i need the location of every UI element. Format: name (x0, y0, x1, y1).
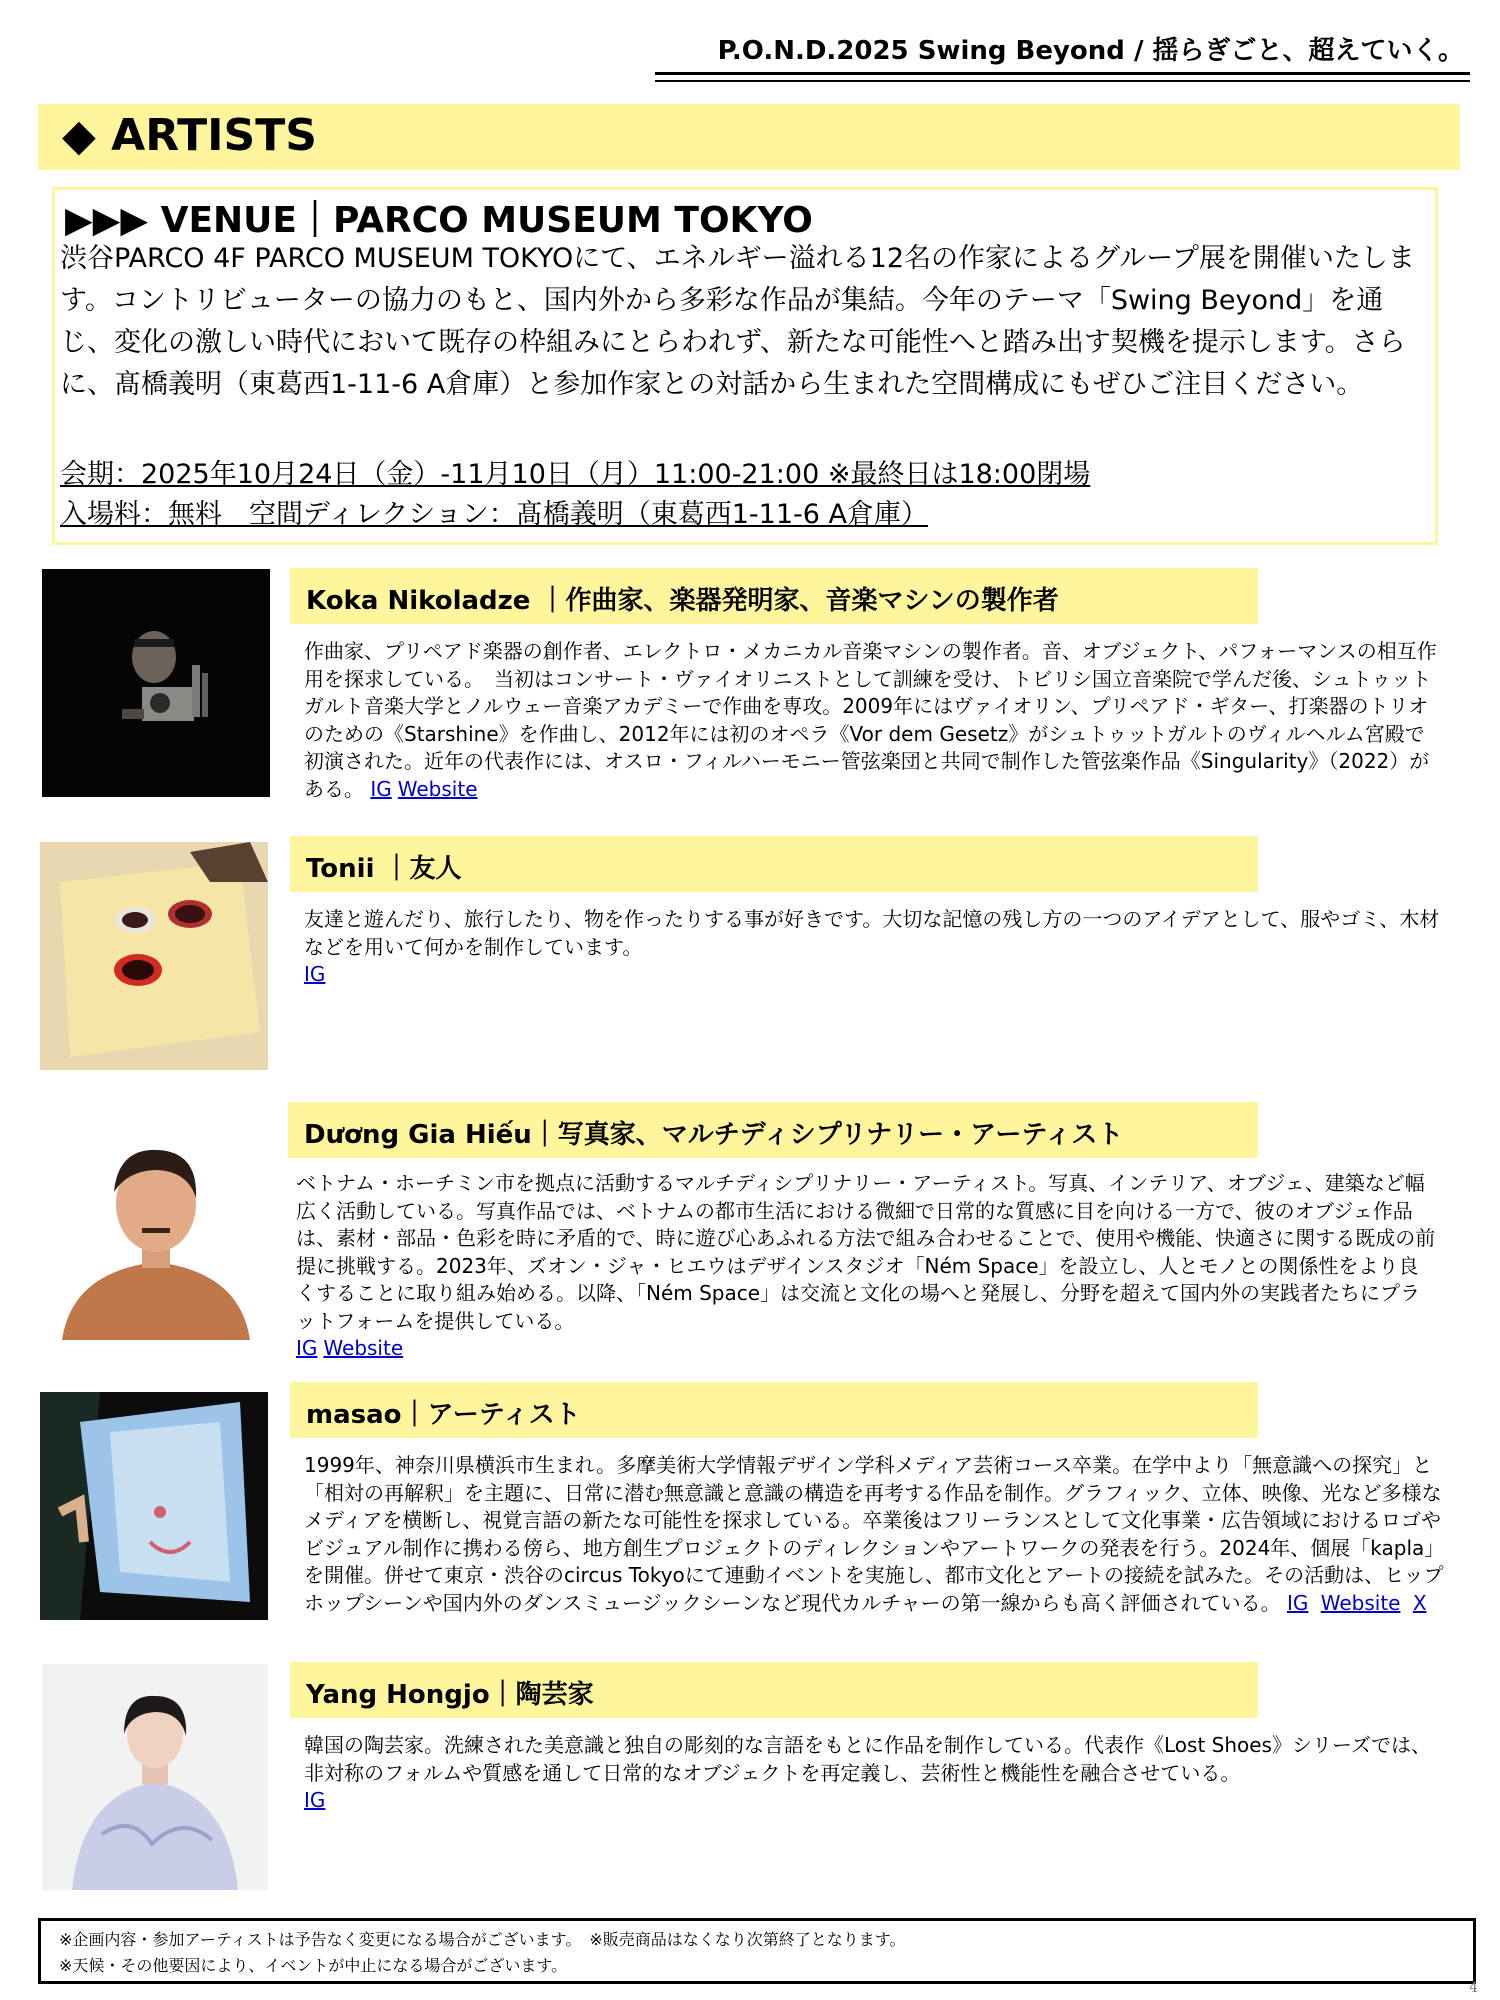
artist-photo-masao (40, 1392, 268, 1620)
artist-name: Koka Nikoladze ｜作曲家、楽器発明家、音楽マシンの製作者 (306, 586, 1059, 616)
artist-bio (296, 1170, 1436, 1363)
artist-bio-text: ベトナム・ホーチミン市を拠点に活動するマルチディシプリナリー・アーティスト。写真、インテリア、オブジェ、建築など幅広く活動している。写真作品では、ベトナムの都市生活における微細で日常的な質感に目を向ける一方で、彼のオブジェ作品は、素材・部品・色彩を時に矛盾的で、時に遊び心あふれる方法で組み合わせることで、使用や機能、快適さに関する既成の前提に挑戦する。2023年、ズオン・ジャ・ヒエウはデザインスタジオ「Ném Space」を設立し、人とモノとの関係性をより良くすることに取り組み始める。以降、「Ném Space」は交流と文化の場へと発展し、分野を超えて国内外の実践者たちにプラットフォームを提供している。 (296, 1171, 1436, 1333)
venue-description: 渋谷PARCO 4F PARCO MUSEUM TOKYOにて、エネルギー溢れる12名の作家によるグループ展を開催いたします。コントリビューターの協力のもと、国内外から多彩な作品が集結。今年のテーマ「Swing Beyond」を通じ、変化の激しい時代において既存の枠組みにとらわれず、新たな可能性へと踏み出す契機を提示します。さらに、髙橋義明（東葛西1-11-6 A倉庫）と参加作家との対話から生まれた空間構成にもぜひご注目ください。 (60, 243, 1415, 400)
artist-name-bar (290, 1662, 1258, 1718)
artist-name: Yang Hongjo｜陶芸家 (306, 1680, 594, 1710)
page-number: 4 (1469, 1980, 1478, 1996)
header-rule (655, 72, 1470, 75)
artist-bio (304, 1732, 1444, 1815)
artist-name-bar (288, 1102, 1258, 1158)
website-link[interactable]: Website (323, 1336, 404, 1360)
artist-photo-koka (42, 569, 270, 797)
footer-notes-box (38, 1918, 1476, 1984)
artist-bio (304, 638, 1444, 803)
artist-photo-duong (42, 1112, 270, 1340)
artist-bio-text: 韓国の陶芸家。洗練された美意識と独自の彫刻的な言語をもとに作品を制作している。代表作《Lost Shoes》シリーズでは、非対称のフォルムや質感を通して日常的なオブジェクトを再定義し、芸術性と機能性を融合させている。 (304, 1733, 1431, 1785)
instagram-link[interactable]: IG (370, 776, 392, 801)
header-rule (655, 80, 1470, 82)
artist-photo-tonii (40, 842, 268, 1070)
venue-box (52, 187, 1438, 545)
instagram-link[interactable]: IG (296, 1336, 318, 1360)
artist-name-bar (290, 836, 1258, 892)
venue-admission: 入場料：無料 空間ディレクション：髙橋義明（東葛西1-11-6 A倉庫） (60, 499, 929, 530)
footer-note: ※企画内容・参加アーティストは予告なく変更になる場合がございます。 ※販売商品はなくなり次第終了となります。 (59, 1930, 906, 1949)
section-heading-bar (38, 104, 1460, 170)
venue-period: 会期：2025年10月24日（金）-11月10日（月）11:00-21:00 ※最終日は18:00閉場 (60, 459, 1091, 490)
artist-name-bar (290, 1382, 1258, 1438)
artist-name: masao｜アーティスト (306, 1400, 581, 1430)
artist-bio-text: 友達と遊んだり、旅行したり、物を作ったりする事が好きです。大切な記憶の残し方の一つのアイデアとして、服やゴミ、木材などを用いて何かを制作しています。 (304, 907, 1440, 959)
instagram-link[interactable]: IG (1286, 1590, 1309, 1615)
instagram-link[interactable]: IG (304, 962, 326, 986)
artist-name: Dương Gia Hiếu｜写真家、マルチディシプリナリー・アーティスト (304, 1120, 1124, 1150)
artist-photo-yang (42, 1664, 268, 1890)
section-title: ◆ ARTISTS (62, 110, 317, 161)
artist-bio (304, 906, 1444, 989)
artist-bio-text: 1999年、神奈川県横浜市生まれ。多摩美術大学情報デザイン学科メディア芸術コース卒業。在学中より「無意識への探究」と「相対の再解釈」を主題に、日常に潜む無意識と意識の構造を再考する作品を制作。グラフィック、立体、映像、光など多様なメディアを横断し、視覚言語の新たな可能性を探求している。卒業後はフリーランスとして文化事業・広告領域におけるロゴやビジュアル制作に携わる傍ら、地方創生プロジェクトのディレクションやアートワークの発表を行う。2024年、個展「kapla」を開催。併せて東京・渋谷のcircus Tokyoにて連動イベントを実施し、都市文化とアートの接続を試みた。その活動は、ヒップホップシーンや国内外のダンスミュージックシーンなど現代カルチャーの第一線からも高く評価されている。 (304, 1453, 1444, 1615)
footer-note: ※天候・その他要因により、イベントが中止になる場合がございます。 (59, 1956, 568, 1975)
artist-bio-text: 作曲家、プリペアド楽器の創作者、エレクトロ・メカニカル音楽マシンの製作者。音、オブジェクト、パフォーマンスの相互作用を探求している。 当初はコンサート・ヴァイオリニストとして訓練を受け、トビリシ国立音楽院で学んだ後、シュトゥットガルト音楽大学とノルウェー音楽アカデミーで作曲を専攻。2009年にはヴァイオリン、プリペアド・ギター、打楽器のトリオのための《Starshine》を作曲し、2012年には初のオペラ《Vor dem Gesetz》がシュトゥットガルトのヴィルヘルム宮殿で初演された。近年の代表作には、オスロ・フィルハーモニー管弦楽団と共同で制作した管弦楽作品《Singularity》（2022）がある。 (304, 639, 1437, 801)
venue-title: ▶▶▶ VENUE｜PARCO MUSEUM TOKYO (65, 200, 813, 241)
website-link[interactable]: Website (1320, 1590, 1401, 1615)
document-header-title: P.O.N.D.2025 Swing Beyond / 揺らぎごと、超えていく。 (717, 36, 1464, 66)
website-link[interactable]: Website (397, 776, 478, 801)
x-link[interactable]: X (1412, 1590, 1427, 1615)
instagram-link[interactable]: IG (304, 1788, 326, 1812)
artist-name: Tonii ｜友人 (306, 854, 462, 884)
artist-bio (304, 1452, 1444, 1617)
artist-name-bar (290, 568, 1258, 624)
